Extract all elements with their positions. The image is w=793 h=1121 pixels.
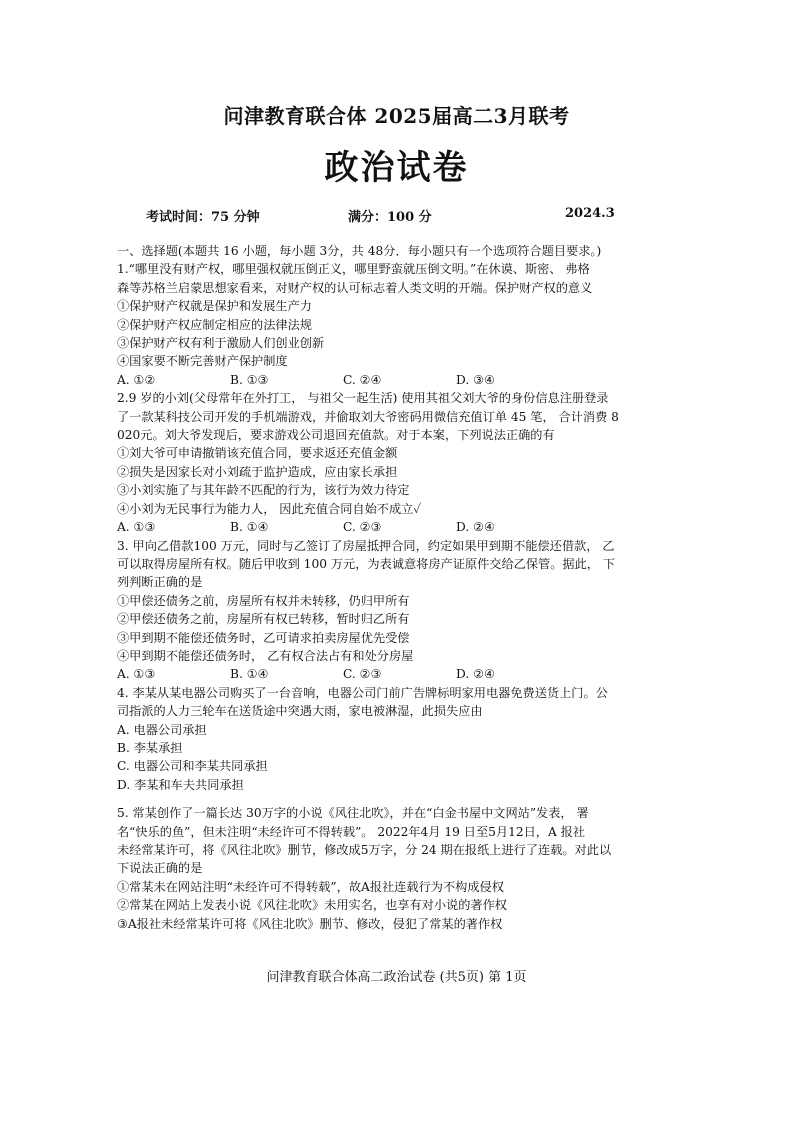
q5-stem-line: 5. 常某创作了一篇长达 30万字的小说《风往北吹》，并在“白金书屋中文网站”发表， 署 [117,806,589,821]
q3-option-c: C. ②③ [343,667,382,682]
q4-stem-line: 司指派的人力三轮车在送货途中突遇大雨，家电被淋湿，此损失应由 [117,704,483,719]
q3-stem-line: 可以取得房屋所有权。随后甲收到 100 万元，为表诚意将房产证原件交给乙保管。据此， 下 [117,556,616,571]
q4-option-c: C. 电器公司和李某共同承担 [117,759,268,774]
q2-item: ②损失是因家长对小刘疏于监护造成，应由家长承担 [117,464,398,479]
q5-stem-line: 下说法正确的是 [117,861,203,876]
exam-date: 2024.3 [565,206,615,221]
q1-item: ①保护财产权就是保护和发展生产力 [117,299,312,314]
q3-options [117,665,677,683]
q5-item: ③A报社未经常某许可将《风往北吹》删节、修改，侵犯了常某的著作权 [117,916,503,931]
q1-item: ②保护财产权应制定相应的法律法规 [117,317,312,332]
q2-item: ①刘大爷可申请撤销该充值合同，要求返还充值金额 [117,446,398,461]
q1-item: ③保护财产权有利于激励人们创业创新 [117,336,325,351]
q3-item: ④甲到期不能偿还债务时， 乙有权合法占有和处分房屋 [117,648,414,663]
q2-stem-line: 2.9 岁的小刘(父母常年在外打工， 与祖父一起生活) 使用其祖父刘大爷的身份信息注册登录 [117,391,609,406]
q1-option-b: B. ①③ [230,372,269,387]
q3-item: ①甲偿还债务之前，房屋所有权并未转移，仍归甲所有 [117,593,410,608]
q3-item: ②甲偿还债务之前，房屋所有权已转移，暂时归乙所有 [117,612,410,627]
q3-stem-line: 3. 甲向乙借款100 万元，同时与乙签订了房屋抵押合同，约定如果甲到期不能偿还借款， 乙 [117,538,615,553]
page-footer: 问津教育联合体高二政治试卷 (共5页) 第 1页 [266,970,527,985]
exam-time: 考试时间：75 分钟 [146,210,260,225]
q2-item: ③小刘实施了与其年龄不匹配的行为，该行为效力待定 [117,483,410,498]
q1-option-a: A. ①② [117,372,156,387]
exam-title: 问津教育联合体 2025届高二3月联考 [223,104,570,128]
q5-stem-line: 未经常某许可，将《风往北吹》删节，修改成5万字，分 24 期在报纸上进行了连载。对此以 [117,843,612,857]
q4-stem-line: 4. 李某从某电器公司购买了一台音响，电器公司门前广告牌标明家用电器免费送货上门。公 [117,685,608,700]
questions [117,242,677,933]
full-score: 满分：100 分 [348,210,432,225]
q3-stem-line: 列判断正确的是 [117,575,203,590]
q4-option-d: D. 李某和车夫共同承担 [117,777,244,792]
q1-stem-line: 1.“哪里没有财产权，哪里强权就压倒正义，哪里野蛮就压倒文明。”在休谟、斯密、 弗格 [117,262,590,277]
q5-item: ①常某未在网站注明“未经许可不得转载”，故A报社连载行为不构成侵权 [117,879,504,894]
q3-item: ③甲到期不能偿还债务时，乙可请求拍卖房屋优先受偿 [117,630,410,645]
q1-options [117,371,677,389]
q3-option-d: D. ②④ [456,667,495,682]
q2-option-c: C. ②③ [343,520,382,535]
q4-option-a: A. 电器公司承担 [117,722,207,737]
subject-title: 政治试卷 [324,148,469,188]
q2-stem-line: 了一款某科技公司开发的手机端游戏，并偷取刘大爷密码用微信充值订单 45 笔， 合计消费 8 [117,409,619,424]
q1-option-c: C. ②④ [343,372,382,387]
q1-option-d: D. ③④ [456,372,495,387]
section-intro: 一、选择题(本题共 16 小题，每小题 3分，共 48分．每小题只有一个选项符合题目要求。) [117,244,602,258]
q1-item: ④国家要不断完善财产保护制度 [117,354,288,369]
q2-option-d: D. ②④ [456,520,495,535]
q3-option-a: A. ①③ [117,667,156,682]
q5-item: ②常某在网站上发表小说《风往北吹》未用实名，也享有对小说的著作权 [117,898,507,913]
q2-option-b: B. ①④ [230,520,269,535]
q5-stem-line: 名“快乐的鱼”，但未注明“未经许可不得转载”。 2022年4月 19 日至5月12日，A 报社 [117,824,586,839]
q2-item: ④小刘为无民事行为能力人， 因此充值合同自始不成立✓ [117,501,422,516]
q4-option-b: B. 李某承担 [117,740,183,755]
q2-options [117,518,677,536]
q2-stem-line: 020元。刘大爷发现后，要求游戏公司退回充值款。对于本案，下列说法正确的有 [117,428,555,443]
q1-stem-line: 森等苏格兰启蒙思想家看来，对财产权的认可标志着人类文明的开端。保护财产权的意义 [117,280,593,295]
q2-option-a: A. ①③ [117,520,156,535]
q3-option-b: B. ①④ [230,667,269,682]
